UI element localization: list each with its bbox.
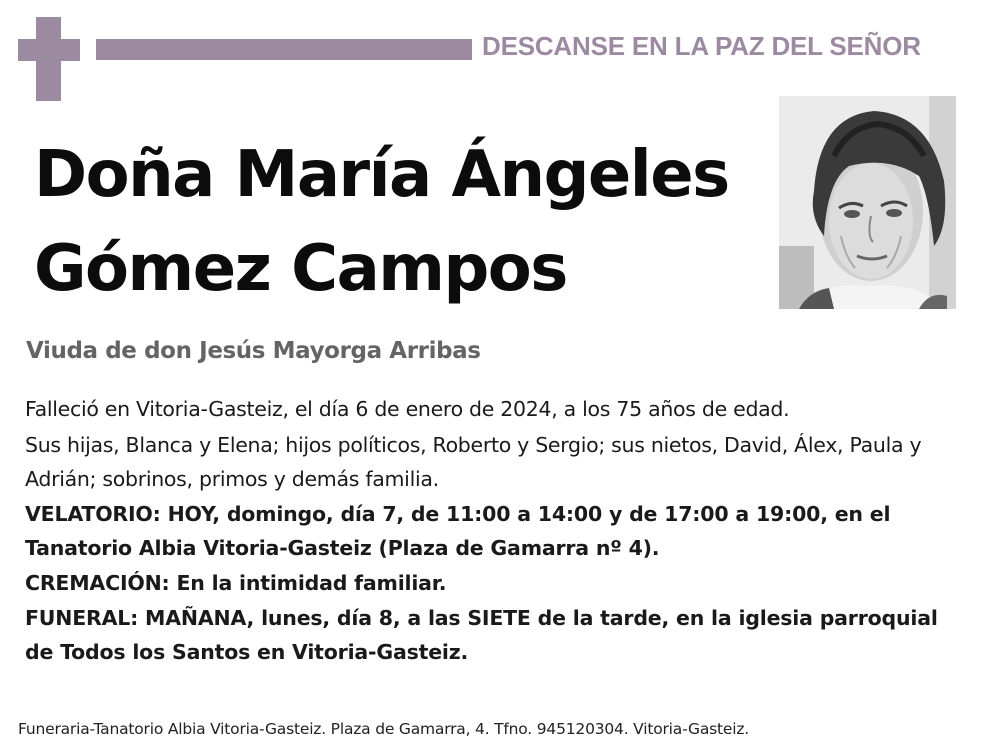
cremation-info: CREMACIÓN: En la intimidad familiar. — [25, 571, 447, 595]
deceased-name — [34, 128, 774, 316]
family-list: Sus hijas, Blanca y Elena; hijos políticos, Roberto y Sergio; sus nietos, David, Álex, Paula y Adrián; sobrinos, primos y demás familia. — [25, 433, 922, 491]
funeral-info: FUNERAL: MAÑANA, lunes, día 8, a las SIETE de la tarde, en la iglesia parroquial de Todos los Santos en Vitoria-Gasteiz. — [25, 606, 938, 664]
wake-info: VELATORIO: HOY, domingo, día 7, de 11:00 a 14:00 y de 17:00 a 19:00, en el Tanatorio Albia Vitoria-Gasteiz (Plaza de Gamarra nº 4). — [25, 502, 891, 560]
name-line-2: Gómez Campos — [34, 232, 567, 306]
header-title: DESCANSE EN LA PAZ DEL SEÑOR — [482, 31, 921, 61]
name-line-1: Doña María Ángeles — [34, 138, 729, 212]
obituary-body — [25, 392, 970, 669]
funeral-home-footer: Funeraria-Tanatorio Albia Vitoria-Gasteiz. Plaza de Gamarra, 4. Tfno. 945120304. Vitoria-Gasteiz. — [18, 720, 750, 738]
portrait-photo — [779, 96, 956, 309]
death-notice: Falleció en Vitoria-Gasteiz, el día 6 de enero de 2024, a los 75 años de edad. — [25, 397, 790, 421]
deceased-subtitle: Viuda de don Jesús Mayorga Arribas — [26, 338, 481, 364]
header-divider — [96, 39, 472, 60]
